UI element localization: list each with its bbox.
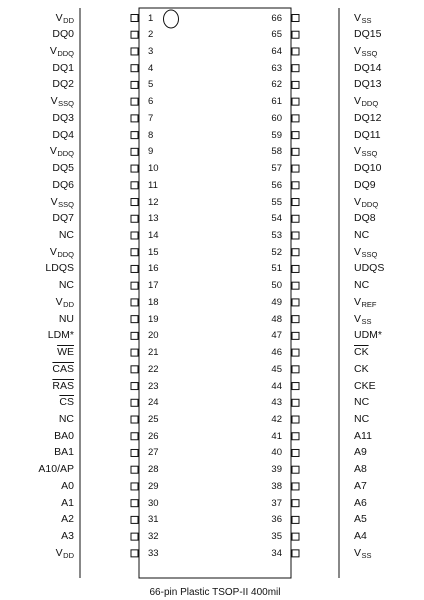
signal-name: DQ9 (354, 178, 376, 191)
left-pin-number: 7 (148, 112, 154, 124)
left-pin-pad (131, 282, 138, 289)
left-pin-number: 5 (148, 79, 154, 91)
signal-name: DQ2 (52, 78, 74, 91)
signal-name: DQ7 (52, 212, 74, 225)
signal-name: $\overline{CS}$ (59, 396, 74, 409)
signal-name: NC (58, 228, 74, 241)
left-pin-pad (131, 165, 138, 172)
right-pin-number: 38 (271, 480, 282, 492)
left-signal-label (4, 396, 74, 408)
signal-name: DQ12 (354, 111, 382, 124)
right-signal-label (354, 162, 420, 174)
right-signal-label (354, 430, 420, 442)
left-signal-label (4, 329, 74, 341)
right-pin-pad (292, 366, 299, 373)
right-signal-label (354, 229, 420, 241)
right-signal-label (354, 179, 420, 191)
signal-name: A2 (61, 513, 74, 526)
left-signal-label (4, 179, 74, 191)
right-pin-number: 48 (271, 313, 282, 325)
left-signal-label (4, 547, 74, 562)
right-pin-number: 35 (271, 531, 282, 543)
left-pin-pad (131, 232, 138, 239)
right-pin-number: 51 (271, 263, 282, 275)
right-pin-number: 65 (271, 29, 282, 41)
right-pin-number: 54 (271, 213, 282, 225)
signal-name: A0 (61, 479, 74, 492)
signal-name: V (50, 95, 58, 108)
right-pin-number: 58 (271, 146, 282, 158)
right-pin-pad (292, 65, 299, 72)
right-pin-pad (292, 449, 299, 456)
right-pin-number: 40 (271, 447, 282, 459)
right-signal-label (354, 396, 420, 408)
right-signal-label (354, 95, 420, 110)
signal-name: A10/AP (38, 463, 74, 476)
left-pin-pad (131, 550, 138, 557)
package-body (139, 8, 291, 578)
right-pin-pad (292, 81, 299, 88)
signal-subscript: DDQ (361, 99, 379, 109)
left-pin-pad (131, 466, 138, 473)
signal-subscript: SSQ (361, 149, 378, 159)
left-pin-number: 14 (148, 229, 159, 241)
right-signal-label (354, 145, 420, 160)
left-signal-label (4, 480, 74, 492)
left-pin-number: 28 (148, 464, 159, 476)
signal-name: DQ4 (52, 128, 74, 141)
right-pin-number: 49 (271, 296, 282, 308)
right-pin-number: 39 (271, 464, 282, 476)
right-pin-pad (292, 332, 299, 339)
right-signal-label (354, 547, 420, 562)
left-pin-pad (131, 483, 138, 490)
right-pin-pad (292, 383, 299, 390)
signal-name: NC (58, 279, 74, 292)
right-pin-number: 47 (271, 330, 282, 342)
left-signal-label (4, 229, 74, 241)
right-signal-label (354, 313, 420, 328)
signal-name: V (354, 11, 362, 24)
left-pin-number: 21 (148, 347, 159, 359)
right-pin-number: 53 (271, 229, 282, 241)
right-pin-number: 52 (271, 246, 282, 258)
right-pin-pad (292, 31, 299, 38)
signal-name: BA0 (54, 429, 74, 442)
signal-name: DQ10 (354, 162, 382, 175)
signal-name: A8 (354, 463, 367, 476)
signal-name: V (55, 295, 63, 308)
right-pin-number: 61 (271, 96, 282, 108)
right-signal-label (354, 246, 420, 261)
left-signal-label (4, 45, 74, 60)
right-pin-pad (292, 349, 299, 356)
right-pin-number: 44 (271, 380, 282, 392)
signal-name: V (354, 546, 362, 559)
left-signal-label (4, 380, 74, 392)
right-signal-label (354, 28, 420, 40)
signal-name: A6 (354, 496, 367, 509)
signal-name: A3 (61, 530, 74, 543)
left-pin-pad (131, 48, 138, 55)
left-signal-label (4, 262, 74, 274)
right-signal-label (354, 530, 420, 542)
left-signal-label (4, 346, 74, 358)
signal-subscript: DDQ (57, 249, 74, 259)
left-signal-label (4, 12, 74, 27)
right-pin-pad (292, 48, 299, 55)
right-pin-pad (292, 215, 299, 222)
left-pin-number: 15 (148, 246, 159, 258)
signal-name: DQ6 (52, 178, 74, 191)
left-pin-number: 26 (148, 430, 159, 442)
left-pin-pad (131, 449, 138, 456)
signal-name: V (49, 145, 57, 158)
signal-name: V (49, 44, 57, 57)
left-pin-pad (131, 316, 138, 323)
right-pin-pad (292, 132, 299, 139)
right-pin-number: 46 (271, 347, 282, 359)
signal-name: A1 (61, 496, 74, 509)
right-signal-label (354, 262, 420, 274)
signal-subscript: DD (63, 299, 74, 309)
signal-name: NU (58, 312, 74, 325)
signal-name: DQ0 (52, 28, 74, 41)
left-pin-pad (131, 148, 138, 155)
right-pin-number: 56 (271, 179, 282, 191)
right-signal-label (354, 279, 420, 291)
left-pin-pad (131, 399, 138, 406)
left-signal-label (4, 296, 74, 311)
package-caption: 66-pin Plastic TSOP-II 400mil (149, 587, 281, 598)
signal-name: DQ13 (354, 78, 382, 91)
signal-subscript: SSQ (361, 249, 378, 259)
right-pin-number: 60 (271, 112, 282, 124)
right-pin-number: 55 (271, 196, 282, 208)
signal-name: DQ1 (52, 61, 74, 74)
right-pin-number: 66 (271, 12, 282, 24)
right-signal-label (354, 463, 420, 475)
right-pin-pad (292, 466, 299, 473)
left-signal-label (4, 413, 74, 425)
right-pin-number: 41 (271, 430, 282, 442)
left-pin-pad (131, 132, 138, 139)
left-signal-label (4, 78, 74, 90)
left-signal-label (4, 129, 74, 141)
left-pin-number: 13 (148, 213, 159, 225)
right-pin-pad (292, 148, 299, 155)
signal-name: CKE (354, 379, 376, 392)
signal-name: DQ8 (354, 212, 376, 225)
right-pin-number: 64 (271, 45, 282, 57)
right-pin-pad (292, 115, 299, 122)
left-pin-pad (131, 81, 138, 88)
pin1-orientation-mark (164, 10, 179, 28)
right-signal-label (354, 212, 420, 224)
right-signal-label (354, 129, 420, 141)
right-pin-pad (292, 182, 299, 189)
left-pin-pad (131, 349, 138, 356)
package-outline-group (80, 8, 339, 578)
signal-name: $\overline{CAS}$ (52, 362, 74, 375)
signal-name: A5 (354, 513, 367, 526)
left-signal-label (4, 463, 74, 475)
right-pin-pad (292, 550, 299, 557)
right-signal-label (354, 296, 420, 311)
signal-name: DQ14 (354, 61, 382, 74)
left-pin-pad (131, 249, 138, 256)
left-pin-pad (131, 366, 138, 373)
left-pin-number: 33 (148, 547, 159, 559)
left-pin-pad (131, 299, 138, 306)
left-signal-label (4, 430, 74, 442)
signal-subscript: DD (63, 550, 74, 560)
left-signal-label (4, 363, 74, 375)
right-pin-number: 59 (271, 129, 282, 141)
left-pin-number: 20 (148, 330, 159, 342)
left-pin-number: 1 (148, 12, 154, 24)
left-signal-label (4, 513, 74, 525)
signal-name: V (354, 295, 362, 308)
signal-name: V (55, 546, 63, 559)
right-pin-pad (292, 416, 299, 423)
left-pin-number: 19 (148, 313, 159, 325)
signal-subscript: DDQ (57, 48, 74, 58)
left-pin-number: 22 (148, 363, 159, 375)
left-pin-number: 24 (148, 397, 159, 409)
signal-name: UDQS (354, 262, 385, 275)
left-pin-number: 18 (148, 296, 159, 308)
right-signal-label (354, 346, 420, 358)
right-signal-label (354, 513, 420, 525)
left-pin-number: 16 (148, 263, 159, 275)
signal-subscript: DDQ (361, 199, 379, 209)
right-pin-number: 36 (271, 514, 282, 526)
signal-name: $\overline{WE}$ (57, 346, 74, 359)
left-pin-number: 30 (148, 497, 159, 509)
right-pin-pad (292, 533, 299, 540)
right-pin-number: 62 (271, 79, 282, 91)
right-pin-number: 34 (271, 547, 282, 559)
right-signal-label (354, 380, 420, 392)
left-signal-label (4, 162, 74, 174)
right-signal-label (354, 12, 420, 27)
left-signal-label (4, 28, 74, 40)
left-pin-number: 25 (148, 414, 159, 426)
right-signal-label (354, 329, 420, 341)
left-pin-pad (131, 115, 138, 122)
right-signal-label (354, 413, 420, 425)
signal-name: A11 (354, 429, 372, 442)
right-pin-pad (292, 516, 299, 523)
left-pin-pad (131, 265, 138, 272)
signal-name: V (354, 95, 362, 108)
left-pin-pad (131, 500, 138, 507)
right-pin-pad (292, 265, 299, 272)
right-pin-number: 45 (271, 363, 282, 375)
right-pin-number: 50 (271, 280, 282, 292)
left-pin-number: 31 (148, 514, 159, 526)
right-pin-pad (292, 232, 299, 239)
left-pin-pad (131, 416, 138, 423)
right-pin-pad (292, 483, 299, 490)
right-signal-label (354, 62, 420, 74)
signal-name: A4 (354, 530, 367, 543)
left-signal-label (4, 196, 74, 211)
signal-name: LDQS (45, 262, 74, 275)
signal-subscript: SSQ (58, 199, 74, 209)
left-pin-pad (131, 516, 138, 523)
right-pin-number: 63 (271, 62, 282, 74)
right-signal-label (354, 196, 420, 211)
signal-name: NC (58, 413, 74, 426)
signal-name: V (354, 145, 362, 158)
right-signal-label (354, 446, 420, 458)
signal-subscript: DD (63, 15, 74, 25)
signal-name: $\overline{CK}$ (354, 346, 369, 359)
signal-name: LDM* (47, 329, 74, 342)
right-pin-pad (292, 98, 299, 105)
left-pin-number: 8 (148, 129, 154, 141)
right-pin-number: 57 (271, 163, 282, 175)
signal-subscript: SS (361, 316, 372, 326)
right-pin-pad (292, 249, 299, 256)
signal-subscript: REF (361, 299, 377, 309)
right-pin-number: 42 (271, 414, 282, 426)
left-pin-pad (131, 533, 138, 540)
signal-name: DQ5 (52, 162, 74, 175)
left-pin-number: 12 (148, 196, 159, 208)
left-signal-label (4, 246, 74, 261)
signal-name: NC (354, 279, 370, 292)
right-pin-pad (292, 299, 299, 306)
left-pin-number: 27 (148, 447, 159, 459)
left-pin-pad (131, 182, 138, 189)
signal-name: V (55, 11, 63, 24)
signal-name: DQ11 (354, 128, 381, 141)
signal-name: NC (354, 396, 370, 409)
signal-name: V (50, 195, 58, 208)
left-pin-number: 2 (148, 29, 154, 41)
signal-name: $\overline{RAS}$ (52, 379, 74, 392)
left-signal-label (4, 112, 74, 124)
signal-subscript: SSQ (361, 48, 378, 58)
left-signal-label (4, 95, 74, 110)
right-pin-pad (292, 15, 299, 22)
signal-name: NC (354, 413, 370, 426)
right-signal-label (354, 363, 420, 375)
left-pin-number: 4 (148, 62, 154, 74)
left-pin-number: 9 (148, 146, 154, 158)
signal-name: A9 (354, 446, 367, 459)
right-pin-pad (292, 165, 299, 172)
left-pin-number: 6 (148, 96, 154, 108)
signal-name: V (354, 312, 362, 325)
right-pin-pad (292, 282, 299, 289)
left-pin-pad (131, 65, 138, 72)
left-signal-label (4, 530, 74, 542)
right-pin-pad (292, 316, 299, 323)
signal-name: UDM* (354, 329, 382, 342)
signal-name: V (354, 195, 362, 208)
left-signal-label (4, 446, 74, 458)
left-signal-label (4, 313, 74, 325)
right-pin-pad (292, 500, 299, 507)
left-signal-label (4, 497, 74, 509)
left-pin-pad (131, 31, 138, 38)
right-pin-number: 37 (271, 497, 282, 509)
left-pin-pad (131, 199, 138, 206)
left-pin-number: 10 (148, 163, 159, 175)
left-pin-pad (131, 215, 138, 222)
signal-name: DQ3 (52, 111, 74, 124)
signal-name: NC (354, 228, 370, 241)
right-pin-pad (292, 433, 299, 440)
right-pin-pad (292, 199, 299, 206)
signal-name: A7 (354, 479, 367, 492)
left-pin-number: 29 (148, 480, 159, 492)
left-signal-label (4, 279, 74, 291)
signal-subscript: DDQ (57, 149, 74, 159)
left-pin-pad (131, 15, 138, 22)
signal-subscript: SS (361, 15, 372, 25)
left-signal-label (4, 212, 74, 224)
signal-name: BA1 (54, 446, 74, 459)
left-pin-pad (131, 98, 138, 105)
right-signal-label (354, 480, 420, 492)
left-pin-pad (131, 332, 138, 339)
left-pin-number: 32 (148, 531, 159, 543)
right-pin-pad (292, 399, 299, 406)
left-signal-label (4, 145, 74, 160)
right-signal-label (354, 78, 420, 90)
right-signal-label (354, 112, 420, 124)
left-pin-number: 23 (148, 380, 159, 392)
signal-name: DQ15 (354, 28, 382, 41)
right-signal-label (354, 45, 420, 60)
left-pin-pad (131, 383, 138, 390)
left-pin-number: 17 (148, 280, 159, 292)
left-pin-number: 3 (148, 45, 154, 57)
left-signal-label (4, 62, 74, 74)
right-pin-number: 43 (271, 397, 282, 409)
signal-subscript: SS (361, 550, 372, 560)
signal-name: CK (354, 362, 369, 375)
signal-name: V (354, 245, 362, 258)
right-signal-label (354, 497, 420, 509)
signal-name: V (354, 44, 362, 57)
signal-subscript: SSQ (58, 99, 74, 109)
signal-name: V (49, 245, 57, 258)
left-pin-number: 11 (148, 179, 158, 191)
left-pin-pad (131, 433, 138, 440)
